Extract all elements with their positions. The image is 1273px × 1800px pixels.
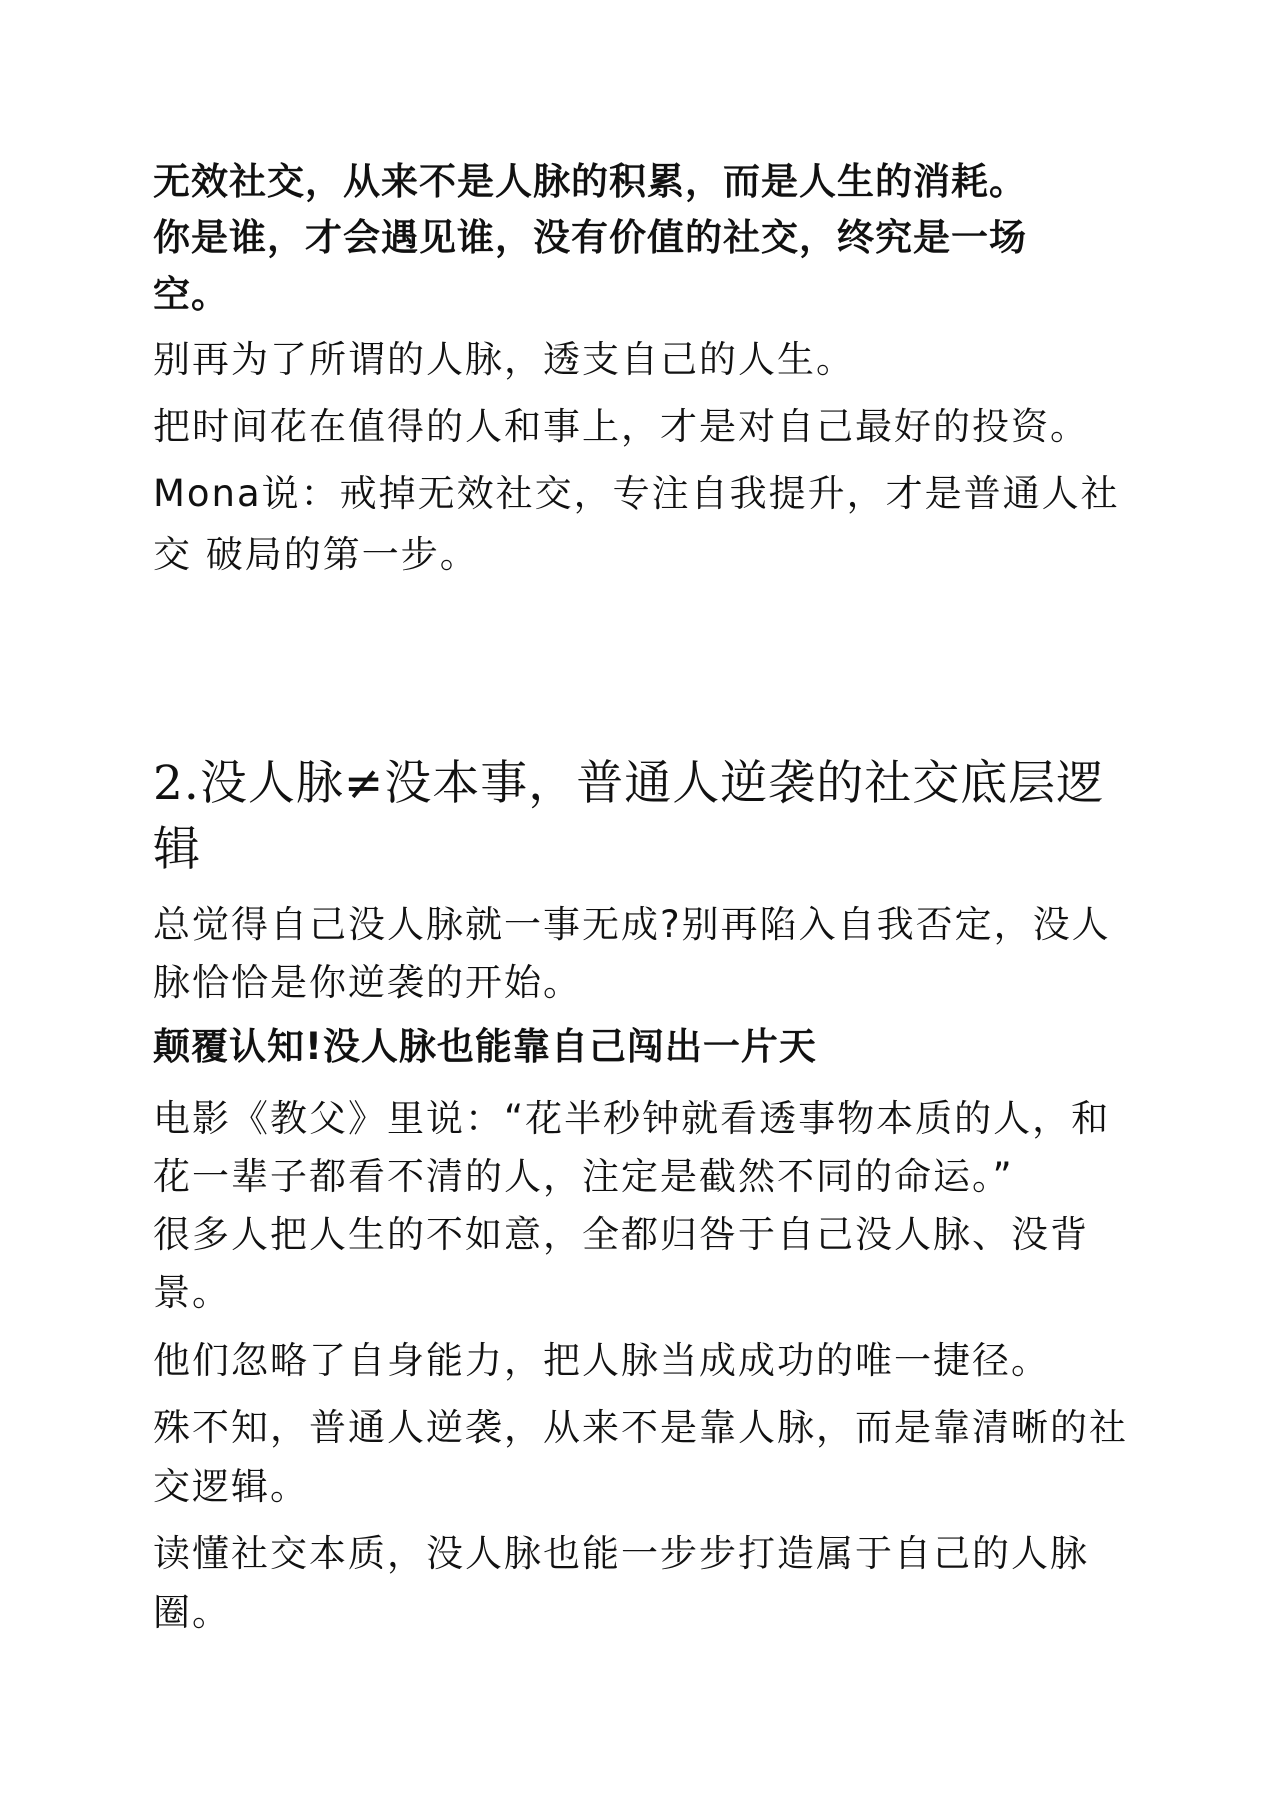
paragraph-line: 他们忽略了自身能力，把人脉当成成功的唯一捷径。 (153, 1339, 1050, 1382)
paragraph-line: 把时间花在值得的人和事上，才是对自己最好的投资。 (153, 405, 1089, 448)
section-heading (153, 752, 1104, 816)
section-number: 2. (153, 756, 200, 811)
subheading: 颠覆认知!没人脉也能靠自己闯出一片天 (153, 1025, 817, 1068)
paragraph-line: 别再为了所谓的人脉，透支自己的人生。 (153, 338, 855, 381)
paragraph-line: Mona说：戒掉无效社交，专注自我提升，才是普通人社 (153, 472, 1120, 515)
section-heading-continued: 辑 (153, 822, 201, 877)
bold-paragraph-line: 你是谁，才会遇见谁，没有价值的社交，终究是一场 (153, 216, 1027, 259)
paragraph-line: 景。 (153, 1271, 231, 1314)
paragraph-line: 花一辈子都看不清的人，注定是截然不同的命运。” (153, 1155, 1014, 1198)
paragraph-line: 交 破局的第一步。 (153, 533, 479, 576)
paragraph-line: 交逻辑。 (153, 1465, 309, 1508)
paragraph-line: 脉恰恰是你逆袭的开始。 (153, 961, 582, 1004)
paragraph-line: 读懂社交本质，没人脉也能一步步打造属于自己的人脉 (153, 1532, 1089, 1575)
paragraph-line: 殊不知，普通人逆袭，从来不是靠人脉，而是靠清晰的社 (153, 1406, 1128, 1449)
paragraph-line: 电影《教父》里说：“花半秒钟就看透事物本质的人，和 (153, 1097, 1111, 1140)
bold-paragraph-line: 空。 (153, 273, 229, 316)
section-heading-text: 没人脉≠没本事，普通人逆袭的社交底层逻 (199, 756, 1105, 811)
paragraph-line: 总觉得自己没人脉就一事无成?别再陷入自我否定，没人 (153, 903, 1111, 946)
bold-paragraph-line: 无效社交，从来不是人脉的积累，而是人生的消耗。 (153, 160, 1027, 203)
paragraph-line: 很多人把人生的不如意，全都归咎于自己没人脉、没背 (153, 1213, 1089, 1256)
paragraph-line: 圈。 (153, 1591, 231, 1634)
